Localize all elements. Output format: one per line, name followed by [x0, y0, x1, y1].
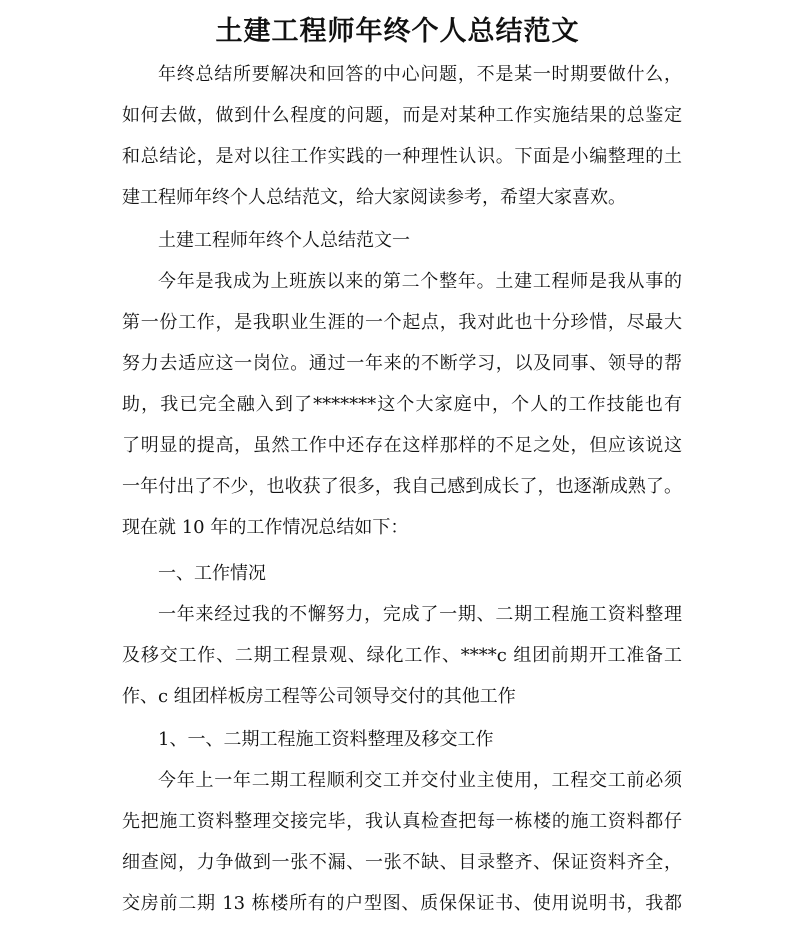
paragraph-line: 如何去做，做到什么程度的问题，而是对某种工作实施结果的总鉴定	[122, 105, 682, 126]
subsection-heading: 1、一、二期工程施工资料整理及移交工作	[158, 729, 494, 750]
paragraph-line: 一年来经过我的不懈努力，完成了一期、二期工程施工资料整理	[158, 604, 682, 625]
paragraph-line: 了明显的提高，虽然工作中还存在这样那样的不足之处，但应该说这	[122, 435, 682, 456]
paragraph-line: 现在就 10 年的工作情况总结如下：	[122, 517, 409, 538]
paragraph-line: 年终总结所要解决和回答的中心问题，不是某一时期要做什么，	[158, 64, 682, 85]
section-heading: 土建工程师年终个人总结范文一	[158, 230, 410, 251]
paragraph-line: 和总结论，是对以往工作实践的一种理性认识。下面是小编整理的土	[122, 146, 682, 167]
paragraph-line: 今年是我成为上班族以来的第二个整年。土建工程师是我从事的	[158, 271, 682, 292]
paragraph-line: 第一份工作，是我职业生涯的一个起点，我对此也十分珍惜，尽最大	[122, 312, 682, 333]
paragraph-line: 交房前二期 13 栋楼所有的户型图、质保保证书、使用说明书，我都	[122, 893, 682, 914]
paragraph-line: 今年上一年二期工程顺利交工并交付业主使用，工程交工前必须	[158, 770, 682, 791]
section-heading: 一、工作情况	[158, 563, 266, 584]
paragraph-line: 作、c 组团样板房工程等公司领导交付的其他工作	[122, 686, 516, 707]
paragraph-line: 建工程师年终个人总结范文，给大家阅读参考，希望大家喜欢。	[122, 187, 626, 208]
paragraph-line: 努力去适应这一岗位。通过一年来的不断学习，以及同事、领导的帮	[122, 353, 682, 374]
document-title: 土建工程师年终个人总结范文	[215, 16, 580, 47]
paragraph-line: 细查阅，力争做到一张不漏、一张不缺、目录整齐、保证资料齐全，	[122, 852, 682, 873]
paragraph-line: 先把施工资料整理交接完毕，我认真检查把每一栋楼的施工资料都仔	[122, 811, 682, 832]
paragraph-line: 一年付出了不少，也收获了很多，我自己感到成长了，也逐渐成熟了。	[122, 476, 682, 497]
paragraph-line: 及移交工作、二期工程景观、绿化工作、****c 组团前期开工准备工	[122, 645, 682, 666]
paragraph-line: 助，我已完全融入到了*******这个大家庭中，个人的工作技能也有	[122, 394, 682, 415]
